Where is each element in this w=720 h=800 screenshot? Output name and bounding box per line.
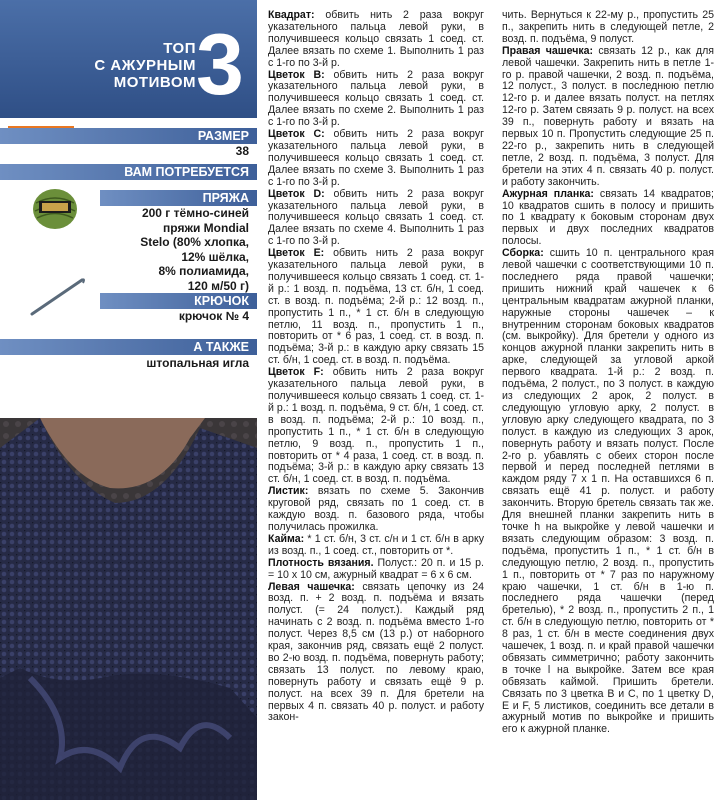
also-value: штопальная игла — [146, 356, 249, 370]
paragraph-text: сшить 10 п. центрального края левой чашечки с соответствующими 10 п. последнего ряда правой чашечки; пришить нижний край чашечек к 6 центральным квадратам ажурной планки, наружные стороны чашечек – к внутренним сторонам боковых квадратов (см. выкройку). Для бретели у одного из концов ажурной планки закрепить нить в арке, следующей за угловой аркой первого квадрата. 1-й р.: 2 возд. п. подъёма, 2 полуст., по 3 полуст. в каждую из следующих 2 арок, 2 полуст. в следующую угловую арку, 2 полуст. в угловую арку следующего квадрата, по 3 полуст. в каждую из следующих 3 арок, повернуть работу и вязать полуст. После 2-го р. убавлять с обеих сторон после первой и перед последней петлями в каждом ряду 7 х 1 п. На оставшихся 6 п. связать ещё 41 р. полуст. и работу закончить. Вторую бретель связать так же. Для внешней планки закрепить нить в точке h на выкройке у левой чашечки и вязать следующим образом: 3 возд. п. подъёма, пропустить 1 п., * 1 ст. б/н в следующую петлю, 2 возд. п., пропустить 1 п., повторить от * 7 раз по наружному краю чашечки, 1 ст. б/н в 1-ю п. последнего ряда чашечки (перед бретелью), * 2 возд. п., пропустить 2 п., 1 ст. б/н в следующую петлю, повторить от * 8 раз, 1 ст. б/н в месте соединения двух чашечек, 1 возд. п. и край правой чашечки обвязать симметрично; работу закончить в точке l на выкройке. Затем все края обвязать каймой. Пришить бретели. Связать по 3 цветка B и C, по 1 цветку D, E и F, 5 листиков, соединить все детали в ажурный мотив по выкройке и пришить его к ажурной планке. — [502, 247, 714, 736]
title-block — [0, 0, 257, 118]
paragraph-heading: Ажурная планка: — [502, 187, 594, 200]
hook-band — [100, 293, 257, 309]
paragraph-heading: Кайма: — [268, 532, 305, 545]
yarn-ball-icon — [30, 185, 80, 233]
yarn-line: 120 м/50 г) — [187, 278, 249, 293]
paragraph-heading: Цветок F: — [268, 366, 324, 379]
yarn-line: 12% шёлка, — [181, 249, 249, 264]
paragraph-heading: Сборка: — [502, 247, 544, 260]
paragraph — [502, 46, 714, 189]
paragraph-text: связать 12 р., как для левой чашечки. Закрепить нить в петле 1-го р. правой чашечки, 2 возд. п. подъёма, 12 полуст., 3 полуст. в последнюю петлю 12-го р. и далее вязать полуст. на петлях 12-го р. Затем связать 9 р. полуст. на всех 39 п., повернуть работу и вязать на первых 10 п. Пропустить следующие 25 п. 22-го р., закрепить нить в следующей петле, 2 возд. п. подъёма, 3 полуст. Для бретели на этих 4 п. связать 40 р. полуст. и работу закончить. — [502, 44, 715, 188]
also-band — [0, 339, 257, 355]
instructions-column-2 — [502, 10, 714, 736]
yarn-label: ПРЯЖА — [202, 191, 249, 205]
paragraph — [268, 129, 484, 189]
yarn-line: 8% полиамида, — [158, 264, 249, 278]
title-line-1: ТОП — [163, 40, 196, 57]
yarn-band — [100, 190, 257, 206]
paragraph-heading: Листик: — [268, 485, 309, 498]
paragraph-heading: Квадрат: — [268, 9, 315, 21]
title-line-3: МОТИВОМ — [113, 74, 196, 91]
paragraph-heading: Цветок B: — [268, 68, 325, 81]
paragraph — [268, 367, 484, 486]
needs-label: ВАМ ПОТРЕБУЕТСЯ — [124, 165, 249, 179]
paragraph-text: обвить нить 2 раза вокруг указательного пальца левой руки, в получившееся кольцо связать 1 соед. ст. Далее вязать по схеме 1. Выполнить 1 раз с 1-го по 3-й р. — [268, 9, 484, 69]
crochet-hook-icon — [28, 274, 88, 318]
yarn-line: 200 г тёмно-синей — [141, 206, 249, 220]
paragraph — [268, 189, 484, 249]
size-label: РАЗМЕР — [197, 129, 249, 143]
paragraph — [268, 486, 484, 534]
pattern-number: 3 — [196, 17, 244, 113]
instructions-column-1 — [268, 10, 484, 724]
paragraph — [268, 248, 484, 367]
also-label: А ТАКЖЕ — [193, 340, 249, 354]
paragraph-text: обвить нить 2 раза вокруг указательного пальца левой руки, в получившееся кольцо связать 1 соед. ст. Далее вязать по схеме 4. Выполнить 1 раз с 1-го по 3-й р. — [268, 187, 484, 248]
paragraph-heading: Цветок C: — [268, 128, 325, 141]
size-value: 38 — [235, 144, 249, 158]
paragraph-text: обвить нить 2 раза вокруг указательного пальца левой руки, в получившееся кольцо связать 1 соед. ст. Далее вязать по схеме 2. Выполнить 1 раз с 1-го по 3-й р. — [268, 68, 484, 129]
paragraph — [268, 582, 484, 725]
paragraph — [502, 248, 714, 736]
paragraph-text: обвить нить 2 раза вокруг указательного пальца левой руки, в получившееся кольцо связать 1 соед. ст. 1-й р.: 1 возд. п. подъёма, 13 ст. б/н, 1 соед. ст. в возд. п. подъёма; 2-й р.: 12 возд. п., пропустить 1 п., * 1 ст. б/н в следующую петлю, 11 возд. п., пропустить 1 п., повторить от * 6 раз, 1 соед. ст. в возд. п. подъёма; 3-й р.: в каждую арку связать 15 ст. б/н, 1 соед. ст. в возд. п. подъёма. — [268, 247, 484, 367]
paragraph — [502, 10, 714, 46]
size-band — [0, 128, 257, 144]
needs-band — [0, 164, 257, 180]
paragraph-text: обвить нить 2 раза вокруг указательного пальца левой руки, в получившееся кольцо связать 1 соед. ст. Далее вязать по схеме 3. Выполнить 1 раз с 1-го по 3-й р. — [268, 128, 484, 188]
paragraph-text: связать 14 квадратов; 10 квадратов сшить в полосу и пришить по 1 квадрату к боковым сторонам двух первых и двух последних квадратов полосы. — [502, 187, 714, 248]
paragraph-text: * 1 ст. б/н, 3 ст. с/н и 1 ст. б/н в арку из возд. п., 1 соед. ст., повторить от *. — [268, 532, 484, 557]
paragraph — [268, 10, 484, 70]
paragraph-text: обвить нить 2 раза вокруг указательного пальца левой руки, в получившееся кольцо связать 1 соед. ст. 1-й р.: 1 возд. п. подъёма, 9 ст. б/н, 1 соед. ст. в возд. п. подъёма; 2-й р.: 10 возд. п., пропустить 1 п., * 1 ст. б/н в следующую петлю, 9 возд. п., пропустить 1 п., повторить от * 4 раза, 1 соед. ст. в возд. п. подъёма; 3-й р.: в каждую арку связать 13 ст. б/н, 1 соед. ст. в возд. п. подъёма. — [268, 366, 484, 486]
paragraph — [268, 534, 484, 558]
paragraph — [268, 70, 484, 130]
paragraph-heading: Цветок E: — [268, 247, 325, 260]
paragraph — [268, 558, 484, 582]
yarn-line: Stelo (80% хлопка, — [140, 235, 249, 249]
sidebar — [0, 0, 257, 418]
yarn-value — [99, 206, 249, 293]
paragraph-text: Полуст.: 20 п. и 15 р. = 10 х 10 см, ажурный квадрат = 6 х 6 см. — [268, 556, 484, 581]
paragraph-text: вязать по схеме 5. Закончив круговой ряд, связать по 1 соед. ст. в каждую возд. п. базового ряда, чтобы получилась прожилка. — [268, 485, 484, 533]
paragraph-heading: Плотность вязания. — [268, 556, 374, 569]
garment-photo — [0, 418, 257, 800]
hook-label: КРЮЧОК — [194, 294, 249, 308]
paragraph-heading: Правая чашечка: — [502, 44, 594, 57]
paragraph — [502, 189, 714, 249]
page-title — [86, 40, 196, 91]
hook-value: крючок № 4 — [178, 309, 249, 323]
paragraph-text: связать цепочку из 24 возд. п. + 2 возд. п. подъёма и вязать полуст. (= 24 полуст.). Каждый ряд начинать с 2 возд. п. подъёма вместо 1-го полуст. Через 8,5 см (13 р.) от наборного края, закончив ряд, связать ещё 2 полуст. во 2-ю возд. п. подъёма, повернуть работу; связать 13 полуст. по левому краю, повернуть работу и связать ещё 9 р. полуст. на всех 39 п. Для бретели на первых 4 п. связать 40 р. полуст. и работу закон- — [268, 580, 484, 724]
paragraph-heading: Левая чашечка: — [268, 580, 355, 593]
paragraph-heading: Цветок D: — [268, 187, 325, 200]
yarn-line: пряжи Mondial — [163, 220, 249, 235]
paragraph-text: чить. Вернуться к 22-му р., пропустить 25 п., закрепить нить в следующей петле, 2 возд. п. подъёма, 9 полуст. — [502, 9, 714, 45]
title-line-2: С АЖУРНЫМ — [94, 57, 196, 74]
